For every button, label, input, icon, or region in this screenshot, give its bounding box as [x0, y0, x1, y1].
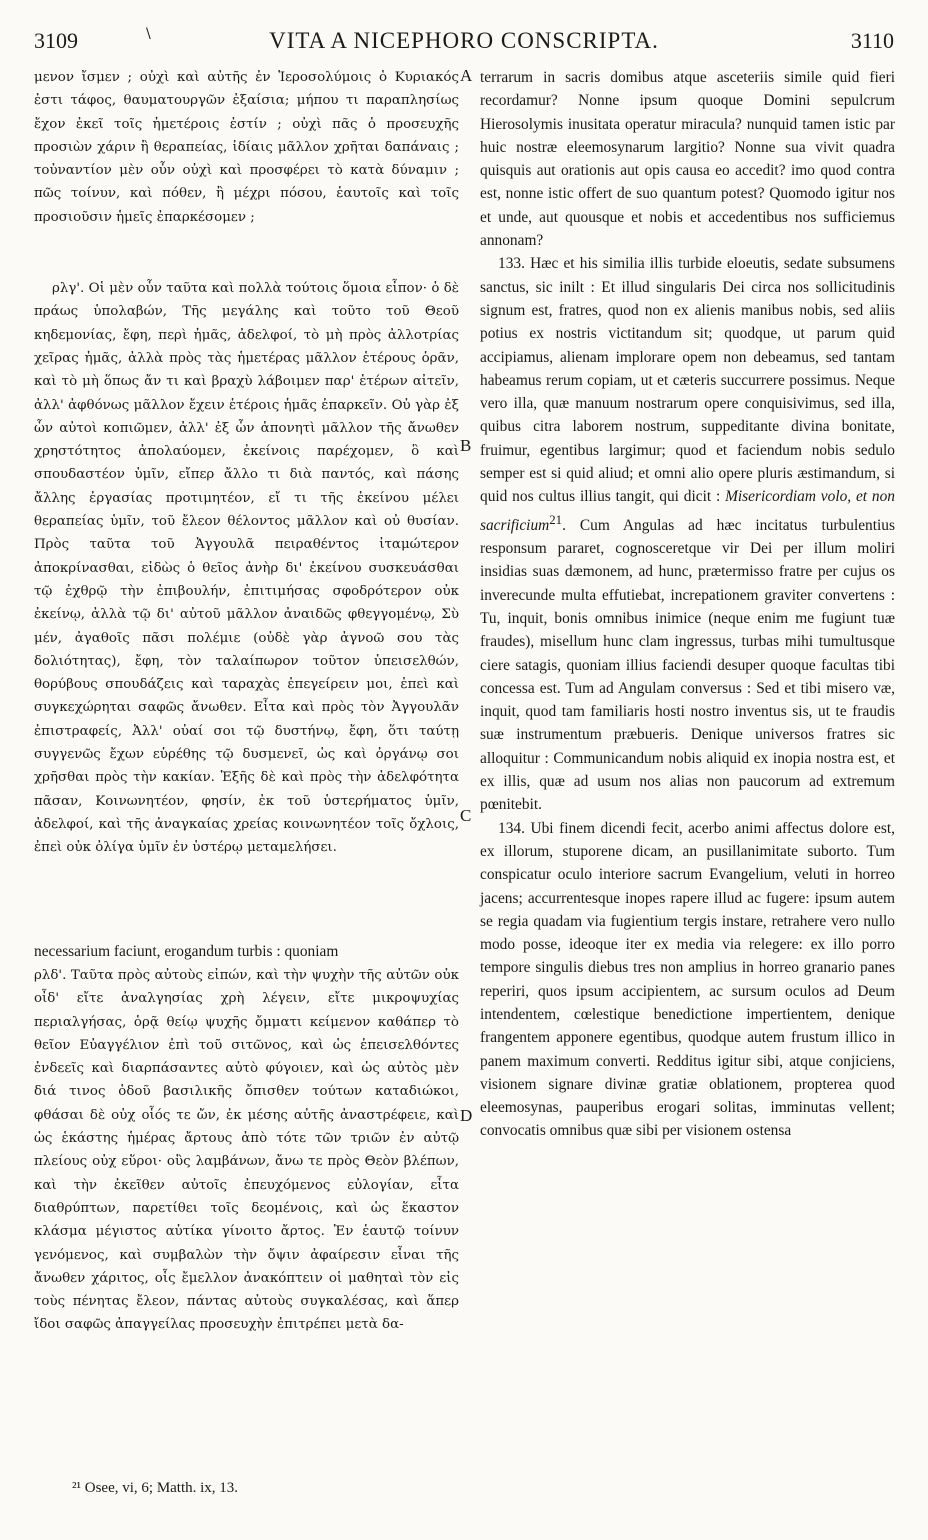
- latin-133-text-b: . Cum Angulas ad hæc incitatus turbulentius responsum pararet, cognosceretque vir Dei per illum moliri insidias suas dæmonem, ad hunc, prætermisso fratre per cujus os inverecunde multa effutiebat, increpationem graviter convertens : Tu, inquit, bonis omnibus inimice (neque enim me fugiunt tuæ fraudes), misellum hunc clam ingressus, turbas mihi tumultusque ciere satagis, quoniam illius faciendi desuper quoque facultas tibi concessa est. Tum ad Angulam conversus : Sed et tibi misero væ, inquit, quod tam familiaris hosti nostro inventus sis, ut te fraudis suæ instrumentum præbueris. Denique universos fratres sic alloquitur : Communicandum nobis aliquid ex inopia nostra est, et ex illis, quæ ad usum nos alias non paucorum ad extremum pœnitebit.: [480, 516, 895, 814]
- greek-column-top: [34, 66, 459, 860]
- greek-paragraph-133: ρλγ'. Οἱ μὲν οὖν ταῦτα καὶ πολλὰ τούτοις ὅμοια εἶπον· ὁ δὲ πράως ὑπολαβών, Τῆς μεγάλης καὶ τοῦτο τοῦ Θεοῦ κηδεμονίας, ἔφη, περὶ ἡμᾶς, ἀδελφοί, τὸ μὴ πρὸς ἀλλοτρίας χεῖρας ἡμᾶς, ἀλλὰ πρὸς τὰς ἡμετέρας μᾶλλον ἑτέρους ὁρᾶν, καὶ τὸ μὴ ὅπως ἄν τι καὶ βραχὺ λάβοιμεν παρ' ἑτέρων αἰτεῖν, ἀλλ' ἀφθόνως μᾶλλον ἔχειν ἑτέροις ἡμᾶς ἐπαρκεῖν. Οὐ γὰρ ἐξ ὧν αὐτοὶ κοπιῶμεν, ἀλλ' ἐξ ὧν ἀπονητὶ μᾶλλον τῆς ἄνωθεν χρηστότητος ἀπολαύομεν, ἐκείνοις παρέχομεν, ὃ καὶ σπουδαστέον ὑμῖν, εἴπερ ἄλλο τι διὰ παντός, καὶ πάσης ἄλλης ἐργασίας προτιμητέον, εἴ τι τῆς ἐκείνου μέλει θεραπείας ὑμῖν, τοῦ ἔλεον θέλοντος μᾶλλον καὶ οὐ θυσίαν. Πρὸς ταῦτα τοῦ Ἀγγουλᾶ πειραθέντος ἰταμώτερον ἀποκρίνασθαι, εἰδὼς ὁ θεῖος ἀνὴρ δι' ἐκείνου συσκευάσθαι τῷ ἐχθρῷ τὴν ἐπιβουλήν, ἐπιτιμήσας σφοδρότερον οὐκ ἐκείνῳ, ἀλλὰ τῷ δι' αὐτοῦ μᾶλλον ἀναιδῶς φθεγγομένῳ, Σὺ μέν, ἀγαθοῖς πᾶσι πολέμιε (οὐδὲ γὰρ ἀγνοῶ σου τὰς δολιότητας), ἔφη, τὸν ταλαίπωρον τοῦτον ὑπεισελθών, θορύβους σπουδάζεις καὶ ταραχὰς ἐπεγείρειν μοι, ἐπεὶ καὶ συγκεχώρηται σαφῶς ἄνωθεν. Εἶτα καὶ πρὸς τὸν Ἀγγουλᾶν ἐπιστραφείς, Ἀλλ' οὐαί σοι τῷ δυστήνῳ, ἔφη, ὅτι ταύτῃ συγγενῶς ἔχων εὑρέθης τῷ δυσμενεῖ, ὡς καὶ ὀργάνῳ σοι χρῆσθαι πρὸς τὴν κακίαν. Ἑξῆς δὲ καὶ πρὸς τὴν ἀδελφότητα πᾶσαν, Κοινωνητέον, φησίν, ἐκ τοῦ ὑστερήματος ὑμῖν, ἀδελφοί, καὶ τῆς ἀναγκαίας χρείας κοινωνητέον τοῖς ὄχλοις, ἐπεὶ οὐκ ὀλίγα ὑμῖν ἐν ὑστέρῳ μεταμελήσει.: [34, 281, 459, 856]
- left-page-number: 3109: [34, 28, 78, 53]
- running-title: VITA A NICEPHORO CONSCRIPTA.: [269, 28, 659, 53]
- margin-letter-b: B: [460, 436, 472, 455]
- greek-column-bottom: [34, 964, 459, 1337]
- latin-133-text-a: 133. Hæc et his similia illis turbide eloeutis, sedate subsumens sanctus, sic inilt : Et illud singularis Dei circa nos sollicitudinis signum est, fratres, quod non ex alienis manibus nobis, sed aliis potius ex nostris victitandum sit; quodque, ut parum quid accipiamus, alienam implorare opem non debeamus, sed tantam habeamus rerum copiam, ut et cæteris succurrere possimus. Neque vero illa, quæ manuum nostrarum opere conquisivimus, sed illa, quibus citra laborem nostrum, suppeditante divina bonitate, fruimur, egentibus largimur; quod et faciendum nobis sedulo semper est si quid aliud; et omni alio opere pluris æstimandum, si quid nos cultus illius tangit, qui dicit :: [480, 255, 895, 506]
- latin-paragraph-134: 134. Ubi finem dicendi fecit, acerbo animi affectus dolore est, ex illorum, stuporene dicam, an pusillanimitate suborto. Tum conspicatur oculo interiore sacrum Evangelium, veluti in horreo jacens; accurrentesque inopes rapere illud ac fugere: ipsum autem se regia quadam via fugientium tergis instare, retrahere vero nullo modo posse, ideoque iter ex media via relegere: ex illo porro tempore singulis diebus tres non amplius in horreo granario panes reperiri, quos ipsum accipientem, ac sursum oculos ad Deum intendentem, cœlestique benedictione impertientem, denique frangentem apponere egentibus, quodque autem frustum illico in panem maximum converti. Redditus igitur sibi, atque conjiciens, visionem signare divinæ gratiæ oblationem, propterea quod eleemosynas, pauperibus erogari solitas, imminutas vellent; convocatis omnibus quæ sibi per visionem ostensa: [480, 819, 895, 1140]
- greek-paragraph-134: ρλδ'. Ταῦτα πρὸς αὐτοὺς εἰπών, καὶ τὴν ψυχὴν τῆς αὐτῶν οὐκ οἶδ' εἴτε ἀναλγησίας χρὴ λέγειν, εἴτε μικροψυχίας περιαλγήσας, ὁρᾷ θείῳ ψυχῆς ὄμματι κείμενον καθάπερ τὸ θεῖον Εὐαγγέλιον ἐπὶ τοῦ σιτῶνος, καὶ ὡς ἐπεισελθόντες ἐνδεεῖς καὶ διαρπάσαντες αὐτὸ φύγοιεν, καὶ ὡς αὐτὸς μὲν διά τινος ὁδοῦ βασιλικῆς ὄπισθεν τούτων καταδιώκοι, φθάσαι δὲ οὐχ οἷός τε ὤν, ἐκ μέσης αὐτῆς ἀναστρέφειε, καὶ ὡς ἑκάστης ἡμέρας ἄρτους ἀπὸ τότε τῶν τριῶν ἐν αὐτῷ πλείους οὐχ εὕροι· οὓς λαμβάνων, ἄνω τε πρὸς Θεὸν βλέπων, καὶ τὴν ἐκεῖθεν αὐτοῖς ἐπευχόμενος εὐλογίαν, εἶτα διαθρύπτων, παρετίθει τοῖς δεομένοις, καὶ ὡς ἕκαστον κλάσμα μέγιστος αὐτίκα γίνοιτο ἄρτος. Ἐν ἑαυτῷ τοίνυν γενόμενος, καὶ συμβαλὼν τὴν ὄψιν ἀφαίρεσιν εἶναι τῆς ἄνωθεν χάριτος, οἷς ἔμελλον ἀνακόπτειν οἱ μαθηταὶ τὸν εἰς τοὺς πένητας ἔλεον, πάντας αὐτοὺς συγκαλέσας, καὶ ἅπερ ἴδοι σαφῶς ἀπαγγείλας προσευχὴν ἐπιτρέπει μετὰ δα-: [34, 968, 459, 1333]
- page-header: [28, 28, 900, 62]
- latin-bridge-line: necessarium faciunt, erogandum turbis : quoniam: [34, 943, 339, 960]
- footnote: ²¹ Osee, vi, 6; Matth. ix, 13.: [72, 1480, 239, 1496]
- latin-column: [480, 66, 895, 1143]
- margin-letter-d: D: [460, 1106, 473, 1125]
- latin-133-quote: Misericordiam volo, et non sacrificium: [480, 488, 895, 534]
- margin-letter-a: A: [460, 66, 473, 85]
- latin-paragraph-1: terrarum in sacris domibus atque asceteriis simile quid fieri recordamur? Nonne ipsum quoque Domini sepulcrum Hierosolymis inusitata operatur miracula? nunquid tamen istic par huic nostræ eleemosynarum largitio? Nonne sua vivit quadra quisquis aut orationis aut opis causa eo accedit? imo quod contra est, nonne istic offert de suo quantum potest? Quomodo igitur nos et unde, aut quousque et nobis et accedentibus nos sufficiemus annonam?: [480, 69, 895, 250]
- margin-letter-c: C: [460, 806, 472, 825]
- footnote-ref: 21: [549, 512, 563, 527]
- greek-paragraph-1: μενον ἴσμεν ; οὐχὶ καὶ αὐτῆς ἐν Ἱεροσολύμοις ὁ Κυριακός ἐστι τάφος, θαυματουργῶν ἐξαίσια; μήπου τι παραπλησίως ἔχον ἐκεῖ τοῖς ἡμετέροις ἐστίν ; οὐχὶ πᾶς ὁ προσευχῆς προσιὼν χάριν ἢ θεραπείας, ἰδίαις μᾶλλον χρῆται δαπάναις ; τοὐναντίον μὲν οὖν οὐχὶ καὶ προσφέρει τὸ κατὰ δύναμιν ; πῶς τοίνυν, καὶ πόθεν, ἢ μέχρι πόσου, ἑαυτοῖς καὶ τοῖς προσιοῦσιν ἡμεῖς ἐπαρκέσομεν ;: [34, 70, 459, 225]
- latin-paragraph-133: [480, 252, 895, 816]
- stray-mark: \: [146, 26, 151, 42]
- right-page-number: 3110: [850, 28, 894, 53]
